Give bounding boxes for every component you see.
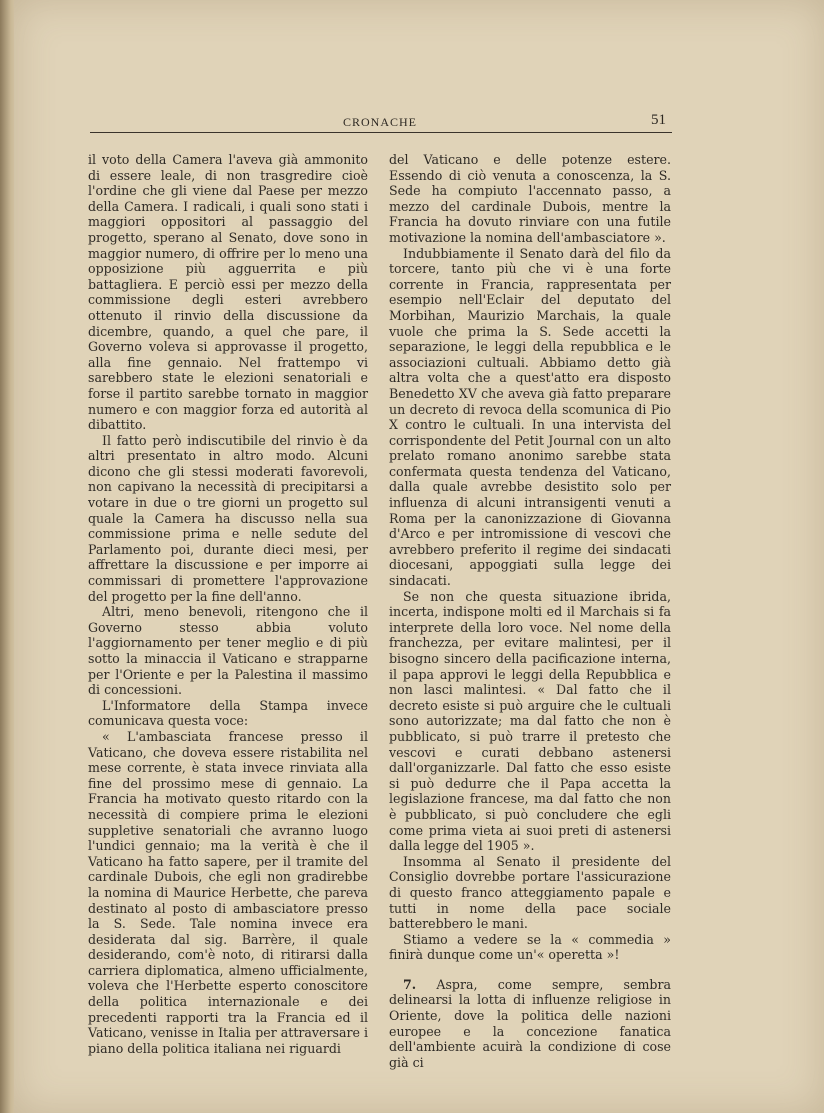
paragraph: Se non che questa situazione ibrida, incerta, indispone molti ed il Marchais si fa interprete della loro voce. Nel nome della franchezza, per evitare malintesi, per il bisogno sincero della pacificazione interna, il papa approvi le leggi della Repubblica e non lasci malintesi. « Dal fatto che il decreto esiste si può arguire che le cultuali sono autorizzate; ma dal fatto che non è pubblicato, si può trarre il pretesto che vescovi e curati debbano astenersi dall'organizzarle. Dal fatto che esso esiste si può dedurre che il Papa accetta la legislazione francese, ma dal fatto che non è pubblicato, si può concludere che egli come prima vieta ai suoi preti di astenersi dalla legge del 1905 ». [389, 588, 671, 854]
running-header [90, 112, 672, 133]
section-number: 7. [403, 976, 417, 992]
paragraph: Indubbiamente il Senato darà del filo da torcere, tanto più che vi è una forte corrente in Francia, rappresentata per esempio nell'Eclair del deputato del Morbihan, Maurizio Marchais, la quale vuole che prima la S. Sede accetti la separazione, le leggi della repubblica e le associazioni cultuali. Abbiamo detto già altra volta che a quest'atto era disposto Benedetto XV che aveva già fatto preparare un decreto di revoca della scomunica di Pio X contro le cultuali. In una intervista del corrispondente del Petit Journal con un alto prelato romano anonimo sarebbe stata confermata questa tendenza del Vaticano, dalla quale avrebbe desistito solo per influenza di alcuni intransigenti venuti a Roma per la canonizzazione di Giovanna d'Arco e per intromissione di vescovi che avrebbero preferito il regime dei sindacati diocesani, appoggiati sulla legge dei sindacati. [389, 245, 671, 589]
paragraph: Insomma al Senato il presidente del Consiglio dovrebbe portare l'assicurazione di questo franco atteggiamento papale e tutti in nome della pace sociale batterebbero le mani. [389, 853, 671, 932]
running-header-title: CRONACHE [343, 115, 418, 129]
paragraph: L'Informatore della Stampa invece comunicava questa voce: [88, 697, 368, 729]
paragraph: Il fatto però indiscutibile del rinvio è da altri presentato in altro modo. Alcuni dicono che gli stessi moderati favorevoli, non capivano la necessità di precipitarsi a votare in due o tre giorni un progetto sul quale la Camera ha discusso nella sua commissione prima e nelle sedute del Parlamento poi, durante dieci mesi, per affrettare la discussione e per imporre ai commissari di promettere l'approvazione del progetto per la fine dell'anno. [88, 432, 368, 604]
right-column [389, 152, 671, 1070]
paragraph: il voto della Camera l'aveva già ammonito di essere leale, di non trasgredire cioè l'ordine che gli viene dal Paese per mezzo della Camera. I radicali, i quali sono stati i maggiori oppositori al passaggio del progetto, sperano al Senato, dove sono in maggior numero, di offrire per lo meno una opposizione più agguerrita e più battagliera. E perciò essi per mezzo della commissione degli esteri avrebbero ottenuto il rinvio della discussione da dicembre, quando, a quel che pare, il Governo voleva si approvasse il progetto, alla fine gennaio. Nel frattempo vi sarebbero state le elezioni senatoriali e forse il partito sarebbe tornato in maggior numero e con maggior forza ed autorità al dibattito. [88, 152, 368, 433]
paragraph: Stiamo a vedere se la « commedia » finirà dunque come un'« operetta »! [389, 931, 671, 963]
quoted-paragraph: « L'ambasciata francese presso il Vaticano, che doveva essere ristabilita nel mese corrente, è stata invece rinviata alla fine del prossimo mese di gennaio. La Francia ha motivato questo ritardo con la necessità di compiere prima le elezioni suppletive senatoriali che avranno luogo l'undici gennaio; ma la verità è che il Vaticano ha fatto sapere, per il tramite del cardinale Dubois, che egli non gradirebbe la nomina di Maurice Herbette, che pareva destinato al posto di ambasciatore presso la S. Sede. Tale nomina invece era desiderata dal sig. Barrère, il quale desiderando, com'è noto, di ritirarsi dalla carriera diplomatica, almeno ufficialmente, voleva che l'Herbette esperto conoscitore della politica internazionale e dei precedenti rapporti tra la Francia ed il Vaticano, venisse in Italia per attraversare i piano della politica italiana nei riguardi [88, 728, 368, 1056]
left-column [88, 152, 368, 1056]
section-paragraph [389, 977, 671, 1071]
paragraph: del Vaticano e delle potenze estere. Essendo di ciò venuta a conoscenza, la S. Sede ha compiuto l'accennato passo, a mezzo del cardinale Dubois, mentre la Francia ha dovuto rinviare con una futile motivazione la nomina dell'ambasciatore ». [389, 152, 671, 245]
section-text: Aspra, come sempre, sembra delinearsi la lotta di influenze religiose in Oriente, dove la politica delle nazioni europee e la concezione fanatica dell'ambiente acuirà la condizione di cose già ci [389, 976, 671, 1070]
paragraph: Altri, meno benevoli, ritengono che il Governo stesso abbia voluto l'aggiornamento per tener meglio e di più sotto la minaccia il Vaticano e strapparne per l'Oriente e per la Palestina il massimo di concessioni. [88, 604, 368, 698]
page-number: 51 [651, 112, 666, 128]
